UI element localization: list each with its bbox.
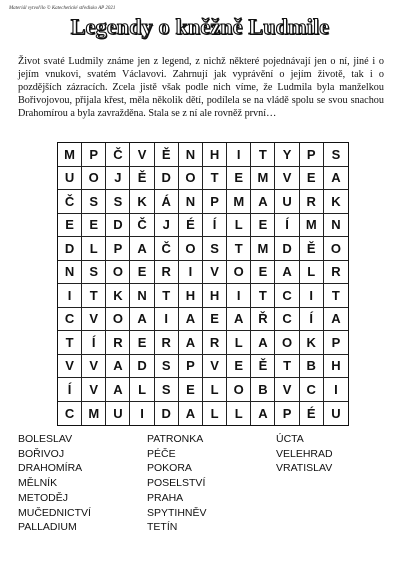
grid-cell: A (275, 261, 299, 285)
grid-cell: U (275, 190, 299, 214)
grid-cell: Í (58, 378, 82, 402)
grid-cell: L (203, 378, 227, 402)
grid-cell: Í (300, 308, 324, 332)
word-list-item: PÉČE (147, 447, 176, 460)
grid-cell: C (58, 308, 82, 332)
grid-cell: I (227, 284, 251, 308)
grid-cell: I (130, 402, 154, 426)
grid-cell: T (251, 284, 275, 308)
grid-cell: Ě (300, 237, 324, 261)
grid-cell: A (324, 167, 348, 191)
grid-cell: R (203, 331, 227, 355)
grid-cell: O (179, 167, 203, 191)
grid-cell: É (300, 402, 324, 426)
grid-cell: O (106, 261, 130, 285)
grid-cell: E (130, 331, 154, 355)
grid-cell: M (300, 214, 324, 238)
grid-cell: R (155, 331, 179, 355)
word-list-item: PATRONKA (147, 433, 204, 445)
grid-cell: K (300, 331, 324, 355)
grid-cell: I (300, 284, 324, 308)
grid-cell: L (227, 214, 251, 238)
grid-cell: A (227, 308, 251, 332)
grid-cell: S (82, 190, 106, 214)
grid-cell: U (58, 167, 82, 191)
grid-cell: C (58, 402, 82, 426)
word-list-column-2 (147, 432, 276, 535)
grid-cell: O (106, 308, 130, 332)
grid-cell: V (58, 355, 82, 379)
word-list-column-3 (276, 432, 386, 535)
word-list-item: BOŘIVOJ (18, 447, 65, 460)
grid-cell: D (106, 214, 130, 238)
grid-cell: H (179, 284, 203, 308)
grid-cell: A (324, 308, 348, 332)
grid-cell: P (203, 190, 227, 214)
grid-cell: V (82, 355, 106, 379)
grid-cell: T (82, 284, 106, 308)
grid-cell: Ě (251, 355, 275, 379)
grid-cell: M (58, 143, 82, 167)
grid-cell: E (227, 355, 251, 379)
grid-cell: O (82, 167, 106, 191)
grid-cell: É (179, 214, 203, 238)
grid-cell: E (251, 261, 275, 285)
grid-cell: B (251, 378, 275, 402)
grid-cell: N (130, 284, 154, 308)
grid-cell: E (58, 214, 82, 238)
grid-cell: H (324, 355, 348, 379)
grid-cell: A (130, 237, 154, 261)
word-list-item: BOLESLAV (18, 433, 73, 445)
grid-cell: T (58, 331, 82, 355)
grid-cell: Ř (251, 308, 275, 332)
grid-cell: E (251, 214, 275, 238)
grid-cell: P (106, 237, 130, 261)
grid-cell: I (324, 378, 348, 402)
word-list-column-1 (18, 432, 147, 535)
grid-cell: Č (155, 237, 179, 261)
word-list-item: PALLADIUM (18, 521, 77, 534)
word-list-item: PRAHA (147, 491, 184, 504)
grid-cell: H (203, 143, 227, 167)
grid-cell: R (106, 331, 130, 355)
grid-cell: E (300, 167, 324, 191)
grid-cell: V (130, 143, 154, 167)
grid-cell: I (58, 284, 82, 308)
grid-cell: V (82, 308, 106, 332)
grid-cell: L (227, 331, 251, 355)
word-list-item: SPYTIHNĚV (147, 506, 207, 519)
grid-cell: O (227, 378, 251, 402)
grid-cell: Č (130, 214, 154, 238)
word-list-item: VELEHRAD (276, 447, 333, 460)
grid-cell: Í (203, 214, 227, 238)
grid-cell: U (106, 402, 130, 426)
grid-cell: V (275, 167, 299, 191)
grid-cell: M (251, 237, 275, 261)
grid-cell: E (179, 378, 203, 402)
grid-cell: M (227, 190, 251, 214)
word-list-item: ÚCTA (276, 433, 304, 445)
grid-cell: E (130, 261, 154, 285)
grid-cell: K (324, 190, 348, 214)
grid-cell: J (155, 214, 179, 238)
grid-cell: J (106, 167, 130, 191)
grid-cell: B (300, 355, 324, 379)
grid-cell: M (251, 167, 275, 191)
grid-cell: S (203, 237, 227, 261)
grid-cell: V (275, 378, 299, 402)
grid-cell: M (82, 402, 106, 426)
grid-cell: P (179, 355, 203, 379)
grid-cell: A (106, 355, 130, 379)
grid-cell: O (179, 237, 203, 261)
grid-cell: T (275, 355, 299, 379)
word-search-grid (57, 142, 349, 426)
grid-cell: N (179, 143, 203, 167)
grid-cell: T (251, 143, 275, 167)
grid-cell: D (155, 402, 179, 426)
grid-cell: E (227, 167, 251, 191)
grid-cell: N (58, 261, 82, 285)
grid-cell: E (82, 214, 106, 238)
grid-cell: S (155, 378, 179, 402)
grid-cell: N (324, 214, 348, 238)
grid-cell: O (275, 331, 299, 355)
grid-cell: I (227, 143, 251, 167)
word-list-item: MUČEDNICTVÍ (18, 506, 91, 519)
grid-cell: T (227, 237, 251, 261)
grid-cell: P (275, 402, 299, 426)
grid-cell: Y (275, 143, 299, 167)
grid-cell: Ě (130, 167, 154, 191)
grid-cell: P (82, 143, 106, 167)
grid-cell: D (130, 355, 154, 379)
word-list-item: POSELSTVÍ (147, 477, 206, 490)
grid-cell: I (179, 261, 203, 285)
grid-cell: A (179, 331, 203, 355)
grid-cell: P (300, 143, 324, 167)
grid-cell: D (58, 237, 82, 261)
grid-cell: N (179, 190, 203, 214)
grid-cell: Í (275, 214, 299, 238)
grid-cell: T (203, 167, 227, 191)
grid-cell: L (203, 402, 227, 426)
credit-line: Materiál vytvořilo © Katechetické středisko AP 2021 (9, 6, 116, 11)
grid-cell: Í (82, 331, 106, 355)
grid-cell: L (130, 378, 154, 402)
grid-cell: Č (106, 143, 130, 167)
word-list-item: VRATISLAV (276, 462, 333, 475)
grid-cell: A (251, 190, 275, 214)
grid-cell: C (275, 308, 299, 332)
grid-cell: L (82, 237, 106, 261)
grid-cell: O (227, 261, 251, 285)
grid-cell: I (155, 308, 179, 332)
grid-cell: C (300, 378, 324, 402)
word-list-item: POKORA (147, 462, 192, 475)
word-list-item: METODĚJ (18, 491, 68, 504)
grid-cell: V (203, 261, 227, 285)
grid-cell: P (324, 331, 348, 355)
grid-cell: K (130, 190, 154, 214)
grid-cell: S (82, 261, 106, 285)
grid-cell: D (155, 167, 179, 191)
intro-paragraph: Život svaté Ludmily známe jen z legend, z nichž některé pojednávají jen o ní, jiné i o jejím vnukovi, svatém Václavovi. Zahrnují jak vyprávění o jejím životě, tak i o pozdějších zázracích. Zcela jistě však podle nich víme, že Ludmila byla manželkou Bořivojovou, přijala křest, měla několik dětí, podílela se na vládě spolu se svou snachou Drahomírou a byla zavražděna. Stala se z ní ale rovněž první… (18, 56, 384, 119)
grid-cell: A (251, 402, 275, 426)
grid-cell: K (106, 284, 130, 308)
grid-cell: S (106, 190, 130, 214)
grid-cell: Č (58, 190, 82, 214)
grid-cell: Á (155, 190, 179, 214)
grid-cell: S (324, 143, 348, 167)
word-list-item: DRAHOMÍRA (18, 462, 83, 475)
page-title: Legendy o kněžně Ludmile (70, 14, 330, 39)
grid-cell: A (179, 402, 203, 426)
grid-cell: R (155, 261, 179, 285)
grid-cell: D (275, 237, 299, 261)
grid-cell: S (155, 355, 179, 379)
grid-cell: V (82, 378, 106, 402)
grid-cell: U (331, 405, 341, 421)
grid-cell: L (300, 261, 324, 285)
grid-cell: A (130, 308, 154, 332)
grid-cell: V (203, 355, 227, 379)
grid-cell: O (324, 237, 348, 261)
grid-cell: A (251, 331, 275, 355)
grid-cell: A (179, 308, 203, 332)
grid-cell: E (203, 308, 227, 332)
grid-cell: H (203, 284, 227, 308)
grid-cell: L (227, 402, 251, 426)
grid-cell: R (324, 261, 348, 285)
word-list-item: TETÍN (147, 521, 178, 534)
grid-cell: T (155, 284, 179, 308)
grid-cell: C (275, 284, 299, 308)
grid-cell: A (106, 378, 130, 402)
grid-cell: Ě (155, 143, 179, 167)
grid-cell: R (300, 190, 324, 214)
word-list (18, 432, 388, 535)
word-list-item: MĚLNÍK (18, 477, 58, 490)
grid-cell: T (324, 284, 348, 308)
